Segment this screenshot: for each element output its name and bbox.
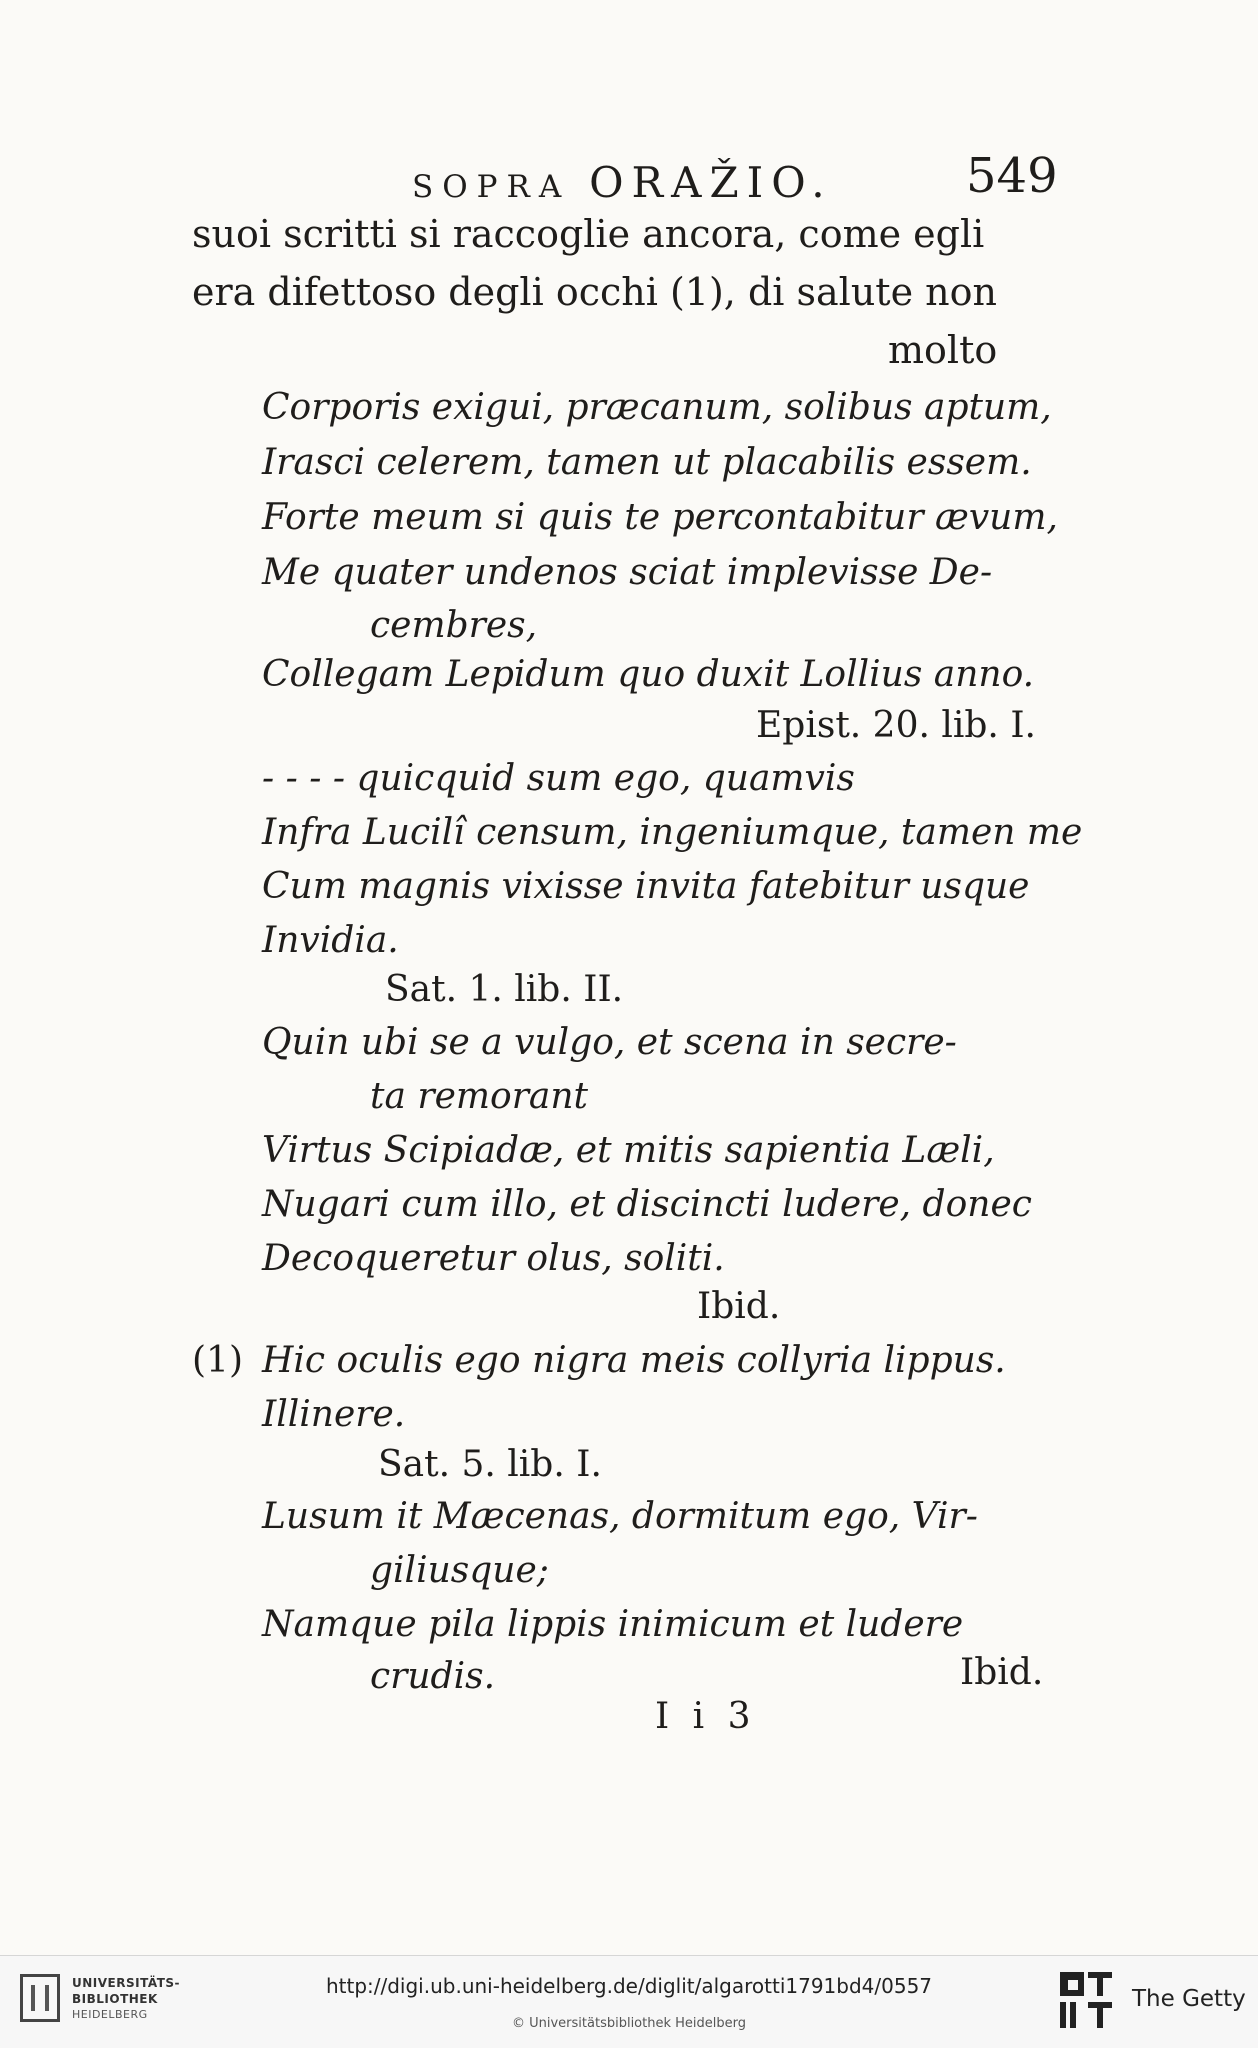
getty-label: The Getty (1132, 1986, 1246, 2012)
verse-line: Me quater undenos sciat implevisse De- (262, 552, 993, 593)
verse-line: Namque pila lippis inimicum et ludere (262, 1604, 964, 1645)
verse-line: Collegam Lepidum quo duxit Lollius anno. (262, 654, 1035, 695)
verse-line: crudis. (370, 1656, 496, 1697)
header-orazio: ORAŽIO. (589, 158, 833, 207)
citation: Ibid. (697, 1286, 781, 1327)
signature-mark: I i 3 (655, 1696, 757, 1737)
verse-line: Lusum it Mæcenas, dormitum ego, Vir- (262, 1496, 978, 1537)
viewer-footer (0, 1955, 1258, 2048)
copyright-notice: © Universitätsbibliothek Heidelberg (511, 2016, 746, 2031)
verse-line: cembres, (370, 605, 538, 646)
getty-logo-icon (1058, 1970, 1114, 2032)
verse-line: Decoqueretur olus, soliti. (262, 1238, 725, 1279)
citation: Sat. 5. lib. I. (378, 1444, 602, 1485)
library-name-line3: HEIDELBERG (72, 2008, 148, 2021)
footnote-marker: (1) (192, 1340, 243, 1381)
library-name-line2: BIBLIOTHEK (72, 1992, 158, 2006)
verse-line: Cum magnis vixisse invita fatebitur usque (262, 866, 1030, 907)
citation: Sat. 1. lib. II. (385, 969, 624, 1010)
text-line: suoi scritti si raccoglie ancora, come egli (192, 212, 985, 256)
verse-line: - - - - quicquid sum ego, quamvis (262, 758, 855, 799)
library-name-line1: UNIVERSITÄTS- (72, 1976, 181, 1990)
running-header (412, 158, 833, 207)
verse-line: Illinere. (262, 1394, 406, 1435)
page-number: 549 (966, 148, 1058, 204)
verse-line: Irasci celerem, tamen ut placabilis essem. (262, 442, 1032, 483)
citation: Epist. 20. lib. I. (756, 705, 1036, 746)
verse-line: Virtus Scipiadæ, et mitis sapientia Læli, (262, 1130, 995, 1171)
citation: Ibid. (960, 1652, 1044, 1693)
verse-line: ta remorant (370, 1076, 589, 1117)
text-line: molto (888, 328, 998, 372)
verse-line: Hic oculis ego nigra meis collyria lippus. (262, 1340, 1006, 1381)
verse-line: Corporis exigui, præcanum, solibus aptum, (262, 387, 1052, 428)
source-url-link[interactable]: http://digi.ub.uni-heidelberg.de/diglit/algarotti1791bd4/0557 (325, 1974, 933, 1998)
text-line: era difettoso degli occhi (1), di salute non (192, 270, 997, 314)
verse-line: Invidia. (262, 920, 399, 961)
verse-line: Nugari cum illo, et discincti ludere, donec (262, 1184, 1032, 1225)
verse-line: Quin ubi se a vulgo, et scena in secre- (262, 1022, 957, 1063)
verse-line: Infra Lucilî censum, ingeniumque, tamen me (262, 812, 1083, 853)
header-sopra: SOPRA (412, 169, 571, 205)
verse-line: giliusque; (370, 1550, 549, 1591)
verse-line: Forte meum si quis te percontabitur ævum, (262, 497, 1058, 538)
